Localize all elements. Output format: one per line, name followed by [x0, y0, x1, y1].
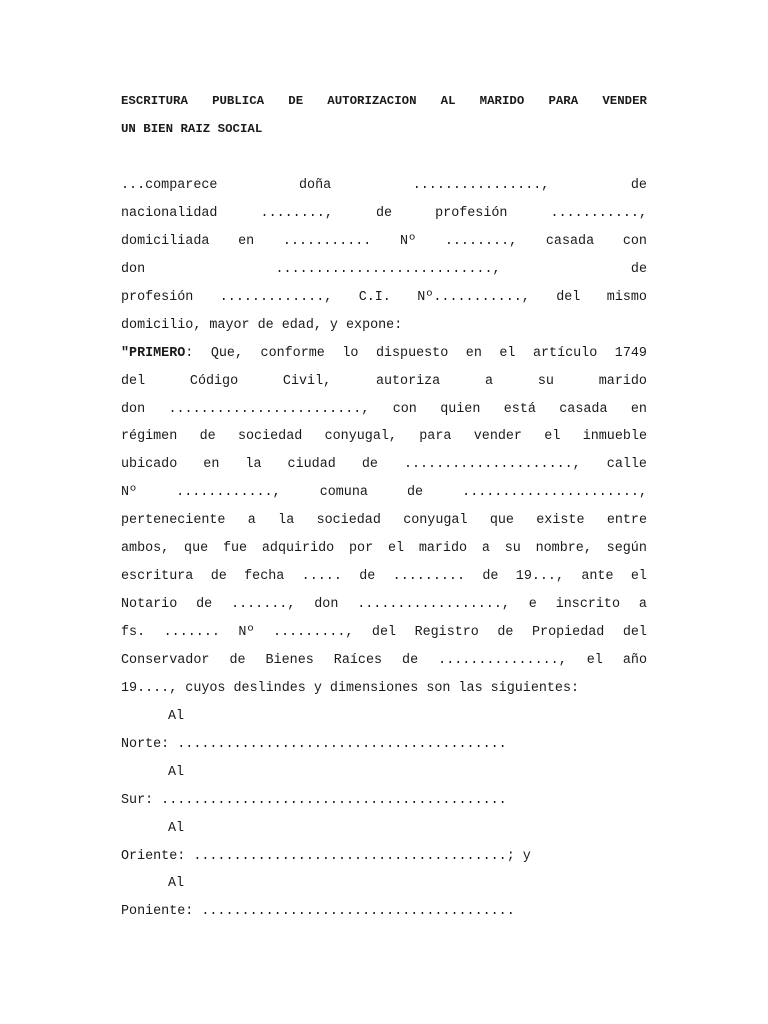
title-word: MARIDO — [479, 94, 525, 108]
word: de — [359, 569, 376, 585]
body-line — [121, 479, 647, 507]
word: la — [278, 513, 295, 529]
boundary-north — [121, 731, 647, 759]
word: nombre, — [535, 541, 592, 557]
word: ....................., — [403, 457, 581, 473]
word: conforme — [260, 345, 325, 361]
word: Nº..........., — [417, 289, 530, 305]
word: .................., — [357, 597, 510, 613]
word: a — [247, 513, 256, 529]
boundary-heading — [121, 815, 647, 843]
word: fecha — [244, 569, 285, 585]
word: mismo — [606, 289, 647, 305]
word: existe — [536, 513, 585, 529]
title-line-1 — [121, 88, 647, 116]
line-text: Al — [168, 876, 185, 892]
word: Código — [189, 373, 239, 389]
word: sociedad — [237, 429, 303, 445]
word: ambos, — [121, 541, 170, 557]
title-word: ESCRITURA — [121, 94, 188, 108]
body-line — [121, 228, 647, 256]
word: profesión — [435, 205, 508, 221]
word: escritura — [121, 569, 194, 585]
title-word: PARA — [548, 94, 579, 108]
word: ciudad — [287, 457, 336, 473]
word: del — [622, 625, 647, 640]
clause-label: "PRIMERO: — [121, 345, 194, 361]
word: ......... — [392, 569, 465, 585]
word: marido — [598, 373, 647, 389]
word: marido — [418, 541, 468, 557]
body-line — [121, 591, 647, 619]
line-text: 19...., cuyos deslindes y dimensiones son las siguientes: — [121, 680, 580, 696]
word: de — [229, 652, 246, 668]
word: inmueble — [582, 429, 647, 445]
word: del — [371, 625, 397, 640]
boundary-south — [121, 787, 647, 815]
word: de — [196, 597, 213, 613]
word: don — [121, 401, 146, 417]
line-text: Al — [168, 764, 185, 780]
body-line — [121, 619, 647, 647]
word: Bienes — [265, 652, 314, 668]
body-line — [121, 675, 647, 703]
body-line — [121, 256, 647, 284]
body-line — [121, 200, 647, 228]
word: año — [622, 652, 647, 668]
word: ........... — [282, 233, 372, 249]
body-line — [121, 507, 647, 535]
word: de — [630, 178, 647, 193]
boundary-heading — [121, 870, 647, 898]
line-text: Sur: ........................................... — [121, 792, 507, 808]
word: quien — [440, 401, 481, 417]
body-line — [121, 563, 647, 591]
word: el — [586, 652, 603, 668]
body-line — [121, 423, 647, 451]
title-text: UN BIEN RAIZ SOCIAL — [121, 121, 263, 136]
word: el — [544, 429, 561, 445]
word: está — [503, 401, 536, 417]
title-word: AL — [440, 94, 456, 108]
word: ............., — [219, 289, 333, 305]
word: fs. — [121, 625, 146, 640]
word: 1749 — [614, 345, 647, 361]
title-line-2 — [121, 116, 647, 144]
line-text: Oriente: .......................................; y — [121, 848, 531, 864]
word: don — [314, 597, 339, 613]
title-word: DE — [288, 94, 304, 108]
word: de — [497, 625, 514, 640]
word: el — [630, 569, 647, 585]
word: C.I. — [358, 289, 391, 305]
word: inscrito — [555, 597, 621, 613]
word: la — [245, 457, 262, 473]
clause-label-bold: "PRIMERO — [121, 345, 186, 361]
word: régimen — [121, 429, 178, 445]
line-text: domicilio, mayor de edad, y expone: — [121, 317, 403, 333]
line-text: Al — [168, 708, 185, 724]
word: según — [606, 541, 647, 557]
word: Propiedad — [532, 625, 605, 640]
word: ubicado — [121, 457, 178, 473]
word: don — [121, 261, 146, 277]
word: el — [387, 541, 405, 557]
body-line — [121, 647, 647, 675]
word: de — [375, 205, 393, 221]
word: del — [121, 373, 146, 389]
word: casada — [545, 233, 595, 249]
word: con — [622, 233, 647, 249]
boundary-east — [121, 843, 647, 871]
word: Nº — [121, 485, 138, 501]
word: vender — [473, 429, 522, 445]
word: doña — [299, 178, 332, 193]
word: conyugal, — [324, 429, 397, 445]
word: el — [499, 345, 516, 361]
word: Nº — [238, 625, 255, 640]
word: de — [402, 652, 419, 668]
line-text: Norte: ......................................... — [121, 736, 507, 752]
word: su — [504, 541, 521, 557]
word: 19..., — [515, 569, 564, 585]
title-word: PUBLICA — [212, 94, 265, 108]
word: que — [184, 541, 209, 557]
word: de — [407, 485, 424, 501]
body-line — [121, 535, 647, 563]
boundary-heading — [121, 703, 647, 731]
word: en — [465, 345, 482, 361]
word: ........, — [444, 233, 518, 249]
word: nacionalidad — [121, 205, 218, 221]
body-line — [121, 172, 647, 200]
word: calle — [606, 457, 647, 473]
word: ...comparece — [121, 178, 218, 193]
word: ante — [581, 569, 614, 585]
word: domiciliada — [121, 233, 210, 249]
body-line — [121, 284, 647, 312]
word: fue — [222, 541, 248, 557]
body-line — [121, 340, 647, 368]
word: ......., — [231, 597, 296, 613]
word: a — [481, 541, 490, 557]
line-text: Poniente: ....................................... — [121, 904, 515, 920]
word: en — [238, 233, 255, 249]
word: de — [630, 261, 647, 277]
word: a — [485, 373, 494, 389]
word: que — [489, 513, 514, 529]
word: a — [638, 597, 647, 613]
word: de — [199, 429, 216, 445]
word: Conservador — [121, 652, 210, 668]
word: por — [349, 541, 374, 557]
word: en — [630, 401, 647, 417]
word: ....... — [163, 625, 220, 640]
word: ................, — [412, 178, 550, 193]
word: conyugal — [403, 513, 468, 529]
word: ..........................., — [275, 261, 501, 277]
word: Que, — [210, 345, 244, 361]
word: artículo — [532, 345, 598, 361]
word: lo — [342, 345, 359, 361]
word: ........................, — [168, 401, 370, 417]
word: de — [361, 457, 378, 473]
title-word: AUTORIZACION — [327, 94, 417, 108]
word: Civil, — [282, 373, 332, 389]
document-body — [121, 172, 647, 926]
boundary-heading — [121, 759, 647, 787]
word: de — [210, 569, 227, 585]
word: casada — [559, 401, 608, 417]
word: Raíces — [333, 652, 383, 668]
word: profesión — [121, 289, 194, 305]
word: adquirido — [261, 541, 335, 557]
word: ............, — [176, 485, 281, 501]
word: Notario — [121, 597, 178, 613]
word: su — [537, 373, 554, 389]
word: ......................, — [462, 485, 647, 501]
title-word: VENDER — [602, 94, 647, 108]
word: Registro — [414, 625, 479, 640]
word: ........., — [273, 625, 354, 640]
word: perteneciente — [121, 513, 226, 529]
document-title — [121, 88, 647, 144]
body-line — [121, 368, 647, 396]
word: en — [203, 457, 220, 473]
word: con — [392, 401, 417, 417]
word: dispuesto — [375, 345, 449, 361]
word: Nº — [400, 233, 417, 249]
word: del — [556, 289, 581, 305]
word: ..... — [301, 569, 342, 585]
word: entre — [606, 513, 647, 529]
word: para — [419, 429, 452, 445]
body-line — [121, 396, 647, 424]
word: de — [482, 569, 499, 585]
word: ..........., — [550, 205, 647, 221]
word: ..............., — [438, 652, 567, 668]
word: autoriza — [375, 373, 441, 389]
word: sociedad — [316, 513, 381, 529]
line-text: Al — [168, 820, 185, 836]
word: e — [528, 597, 537, 613]
word: ........, — [260, 205, 333, 221]
body-line — [121, 312, 647, 340]
word: comuna — [319, 485, 368, 501]
body-line — [121, 451, 647, 479]
boundary-west — [121, 898, 647, 926]
